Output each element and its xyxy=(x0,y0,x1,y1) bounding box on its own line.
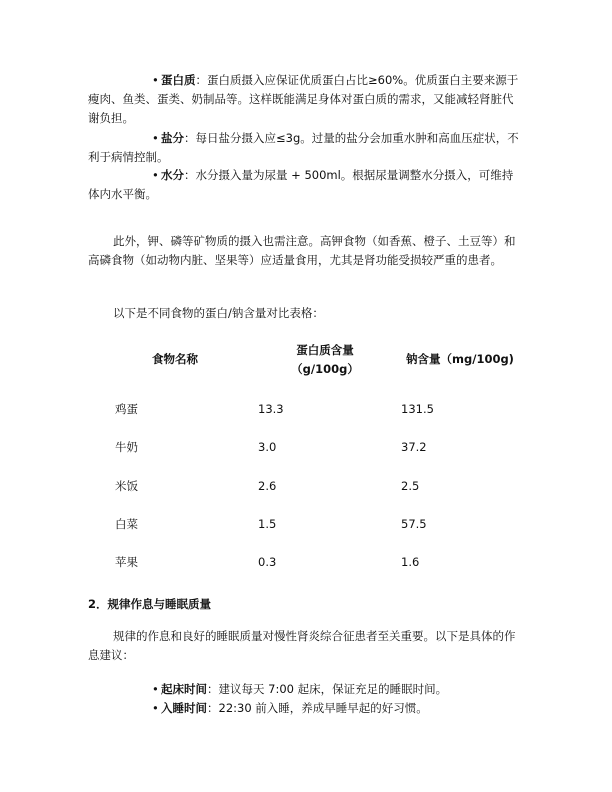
bullet-term: 起床时间 xyxy=(161,682,207,696)
bullet-icon: • xyxy=(152,701,159,715)
section-heading: 2．规律作息与睡眠质量 xyxy=(88,597,212,611)
minerals-paragraph: 此外，钾、磷等矿物质的摄入也需注意。高钾食物（如香蕉、橙子、土豆等）和高磷食物（如动物内脏、坚果等）应适量食用，尤其是肾功能受损较严重的患者。 xyxy=(88,234,516,267)
cell-food: 白菜 xyxy=(115,516,138,531)
table-intro: 以下是不同食物的蛋白/钠含量对比表格： xyxy=(113,306,324,320)
cell-food: 牛奶 xyxy=(115,440,138,455)
header-food: 食物名称 xyxy=(152,352,198,366)
cell-food: 鸡蛋 xyxy=(115,402,138,416)
section-paragraph: 规律的作息和良好的睡眠质量对慢性肾炎综合征患者至关重要。以下是具体的作息建议： xyxy=(88,629,516,662)
bullet-text: ：蛋白质摄入应保证优质蛋白占比≥60%。优质蛋白主要来源于瘦肉、鱼类、蛋类、奶制品等。这样既能满足身体对蛋白质的需求，又能减轻肾脏代谢负担。 xyxy=(88,73,519,125)
bullet-term: 盐分 xyxy=(161,131,184,145)
bullet-wake-time xyxy=(152,680,522,699)
bullet-term: 蛋白质 xyxy=(161,73,196,87)
bullet-salt xyxy=(88,129,520,167)
cell-protein: 3.0 xyxy=(258,440,277,455)
cell-sodium: 131.5 xyxy=(401,402,434,416)
header-sodium: 钠含量（mg/100g) xyxy=(406,352,514,366)
bullet-icon: • xyxy=(152,682,159,696)
cell-protein: 2.6 xyxy=(258,478,277,493)
cell-protein: 1.5 xyxy=(258,516,277,531)
cell-food: 苹果 xyxy=(115,555,138,570)
cell-sodium: 37.2 xyxy=(401,440,427,455)
cell-sodium: 57.5 xyxy=(401,516,427,531)
bullet-icon: • xyxy=(152,131,159,145)
header-protein: 蛋白质含量（g/100g） xyxy=(291,343,359,376)
bullet-text: ：建议每天 7:00 起床，保证充足的睡眠时间。 xyxy=(207,682,448,696)
bullet-water xyxy=(88,166,520,204)
bullet-text: ：水分摄入量为尿量 + 500ml。根据尿量调整水分摄入，可维持体内水平衡。 xyxy=(88,168,514,201)
bullet-text: ：每日盐分摄入应≤3g。过量的盐分会加重水肿和高血压症状，不利于病情控制。 xyxy=(88,131,519,164)
bullet-icon: • xyxy=(152,168,159,182)
bullet-text: ：22:30 前入睡，养成早睡早起的好习惯。 xyxy=(207,701,428,715)
bullet-icon: • xyxy=(152,73,159,87)
bullet-sleep-time xyxy=(152,699,522,718)
cell-food: 米饭 xyxy=(115,478,138,493)
cell-sodium: 2.5 xyxy=(401,478,420,493)
bullet-term: 入睡时间 xyxy=(161,701,207,715)
bullet-term: 水分 xyxy=(161,168,184,182)
bullet-protein xyxy=(88,71,520,128)
cell-protein: 0.3 xyxy=(258,555,277,570)
cell-sodium: 1.6 xyxy=(401,555,420,570)
cell-protein: 13.3 xyxy=(258,402,284,416)
